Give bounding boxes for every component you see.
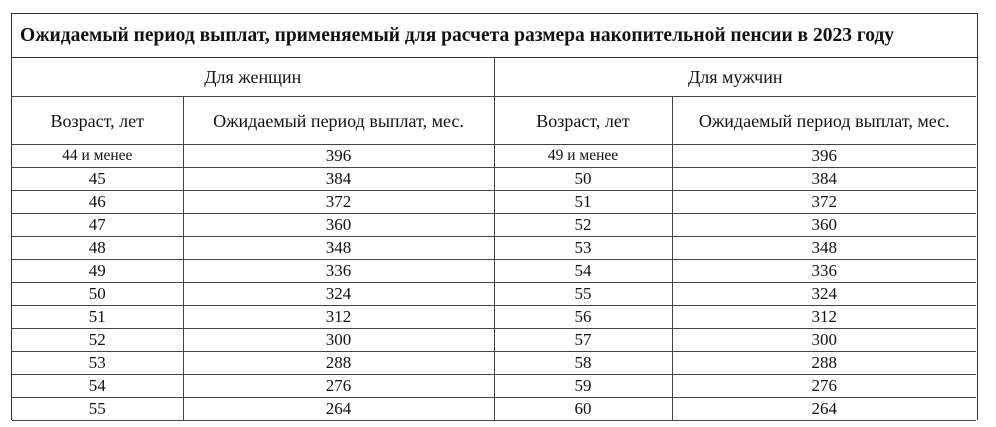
table-row [12, 398, 976, 421]
table-row [12, 260, 976, 283]
cell-women-age: 53 [12, 352, 183, 375]
cell-women-period: 384 [183, 168, 494, 191]
cell-women-period: 396 [183, 145, 494, 168]
table-row [12, 352, 976, 375]
cell-women-period: 360 [183, 214, 494, 237]
cell-women-age: 49 [12, 260, 183, 283]
cell-men-age: 53 [494, 237, 672, 260]
cell-women-age: 54 [12, 375, 183, 398]
table-row [12, 191, 976, 214]
table-row [12, 237, 976, 260]
table-row [12, 145, 976, 168]
cell-men-period: 312 [672, 306, 976, 329]
cell-men-age: 55 [494, 283, 672, 306]
cell-women-age: 47 [12, 214, 183, 237]
table-row [12, 214, 976, 237]
pension-table-frame [11, 13, 978, 420]
table-row [12, 168, 976, 191]
cell-men-period: 396 [672, 145, 976, 168]
column-header-women-age: Возраст, лет [12, 97, 183, 145]
group-header-women: Для женщин [12, 58, 494, 97]
cell-men-age: 54 [494, 260, 672, 283]
cell-women-period: 336 [183, 260, 494, 283]
cell-men-age: 52 [494, 214, 672, 237]
group-header-men: Для мужчин [494, 58, 976, 97]
cell-women-period: 300 [183, 329, 494, 352]
group-header-row [12, 58, 976, 97]
cell-women-age: 50 [12, 283, 183, 306]
cell-women-period: 264 [183, 398, 494, 421]
cell-men-period: 276 [672, 375, 976, 398]
cell-men-age: 51 [494, 191, 672, 214]
cell-men-age: 59 [494, 375, 672, 398]
cell-women-age: 51 [12, 306, 183, 329]
cell-women-age: 55 [12, 398, 183, 421]
cell-women-period: 372 [183, 191, 494, 214]
table-row [12, 329, 976, 352]
cell-women-period: 276 [183, 375, 494, 398]
column-header-men-age: Возраст, лет [494, 97, 672, 145]
table-row [12, 283, 976, 306]
table-title: Ожидаемый период выплат, применяемый для расчета размера накопительной пенсии в 2023 году [12, 14, 977, 58]
cell-men-period: 384 [672, 168, 976, 191]
cell-men-period: 348 [672, 237, 976, 260]
cell-women-age: 52 [12, 329, 183, 352]
column-header-row [12, 97, 976, 145]
cell-men-period: 372 [672, 191, 976, 214]
payout-period-table [12, 58, 976, 421]
cell-men-period: 288 [672, 352, 976, 375]
cell-women-period: 312 [183, 306, 494, 329]
table-row [12, 306, 976, 329]
cell-men-period: 264 [672, 398, 976, 421]
cell-men-period: 360 [672, 214, 976, 237]
column-header-men-period: Ожидаемый период выплат, мес. [672, 97, 976, 145]
cell-men-age: 56 [494, 306, 672, 329]
cell-men-age: 50 [494, 168, 672, 191]
cell-men-age: 49 и менее [494, 145, 672, 168]
cell-women-period: 348 [183, 237, 494, 260]
column-header-women-period: Ожидаемый период выплат, мес. [183, 97, 494, 145]
cell-women-period: 288 [183, 352, 494, 375]
cell-men-period: 336 [672, 260, 976, 283]
cell-women-age: 45 [12, 168, 183, 191]
cell-women-age: 44 и менее [12, 145, 183, 168]
cell-men-age: 58 [494, 352, 672, 375]
cell-women-period: 324 [183, 283, 494, 306]
cell-men-period: 324 [672, 283, 976, 306]
cell-women-age: 48 [12, 237, 183, 260]
cell-women-age: 46 [12, 191, 183, 214]
cell-men-age: 57 [494, 329, 672, 352]
table-row [12, 375, 976, 398]
cell-men-age: 60 [494, 398, 672, 421]
cell-men-period: 300 [672, 329, 976, 352]
